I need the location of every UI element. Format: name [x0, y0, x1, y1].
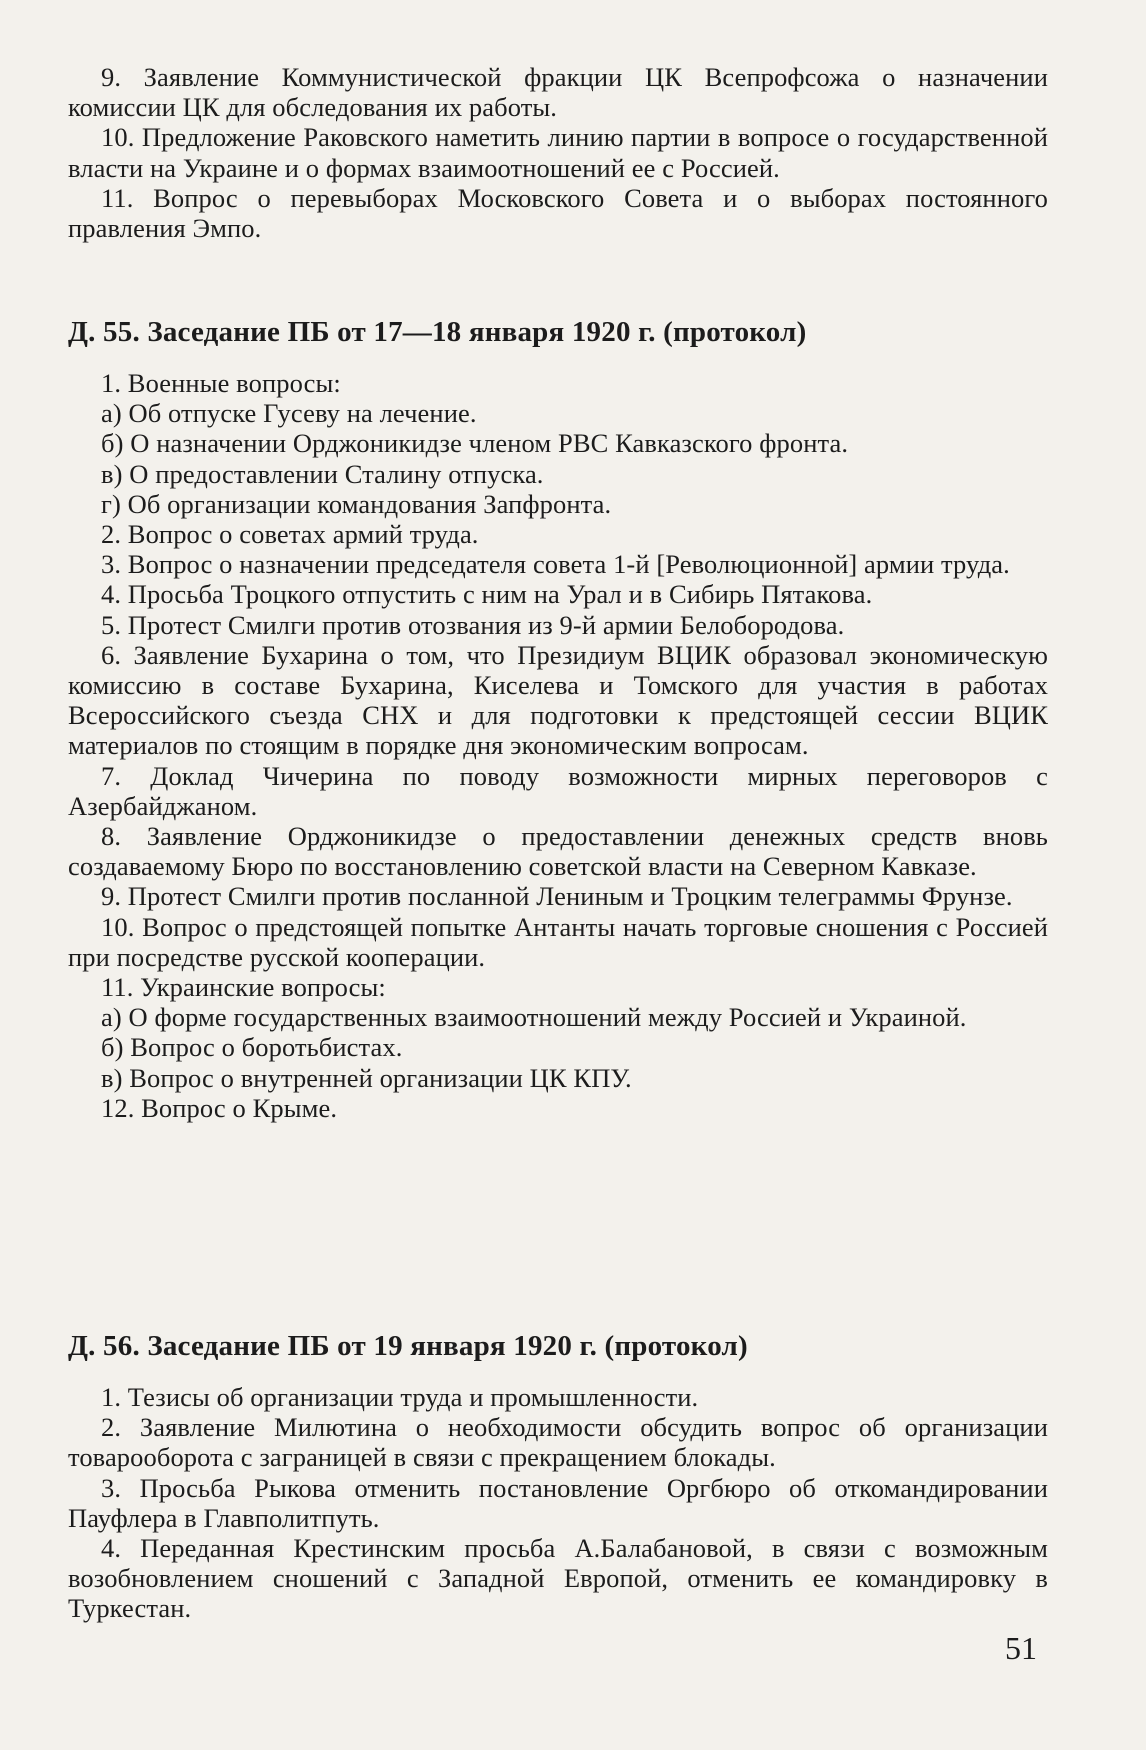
list-item: 8. Заявление Орджоникидзе о предоставлении денежных средств вновь создаваемому Бюро по восстановлению советской власти на Северном Кавказе.	[68, 821, 1048, 882]
list-item: 10. Предложение Раковского наметить линию партии в вопросе о государственной власти на Украине и о формах взаимоотношений ее с Россией.	[68, 122, 1048, 183]
list-item: 4. Просьба Троцкого отпустить с ним на Урал и в Сибирь Пятакова.	[101, 579, 873, 610]
section-56-heading: Д. 56. Заседание ПБ от 19 января 1920 г. (протокол)	[68, 1330, 748, 1362]
list-item: 3. Просьба Рыкова отменить постановление Оргбюро об откомандировании Пауфлера в Главполитпуть.	[68, 1472, 1048, 1533]
top-items-list	[68, 62, 1048, 243]
list-item: а) О форме государственных взаимоотношений между Россией и Украиной.	[101, 1002, 967, 1033]
list-item: 7. Доклад Чичерина по поводу возможности мирных переговоров с Азербайджаном.	[68, 760, 1048, 821]
list-item: 10. Вопрос о предстоящей попытке Антанты начать торговые сношения с Россией при посредстве русской кооперации.	[68, 911, 1048, 972]
list-item: а) Об отпуске Гусеву на лечение.	[101, 398, 477, 429]
list-item: 11. Вопрос о перевыборах Московского Совета и о выборах постоянного правления Эмпо.	[68, 182, 1048, 244]
list-item: 1. Военные вопросы:	[101, 368, 341, 398]
list-item: б) Вопрос о боротьбистах.	[101, 1032, 403, 1063]
list-item: 1. Тезисы об организации труда и промышленности.	[101, 1382, 699, 1412]
section-55-items	[68, 368, 1048, 1123]
list-item: 2. Заявление Милютина о необходимости обсудить вопрос об организации товарооборота с заграницей в связи с прекращением блокады.	[68, 1412, 1048, 1473]
list-item: 4. Переданная Крестинским просьба А.Балабановой, в связи с возможным возобновлением сношений с Западной Европой, отменить ее командировку в Туркестан.	[68, 1533, 1048, 1624]
list-item: 11. Украинские вопросы:	[101, 972, 386, 1003]
list-item: 6. Заявление Бухарина о том, что Президиум ВЦИК образовал экономическую комиссию в составе Бухарина, Киселева и Томского для участия в работах Всероссийского съезда СНХ и для подготовки к предстоящей сессии ВЦИК материалов по стоящим в порядке дня экономическим вопросам.	[68, 639, 1048, 761]
list-item: 2. Вопрос о советах армий труда.	[101, 519, 479, 550]
list-item: 3. Вопрос о назначении председателя совета 1-й [Революционной] армии труда.	[101, 549, 1010, 580]
list-item: в) Вопрос о внутренней организации ЦК КПУ.	[101, 1062, 632, 1093]
section-56-items	[68, 1382, 1048, 1624]
list-item: в) О предоставлении Сталину отпуска.	[101, 458, 544, 489]
list-item: 5. Протест Смилги против отозвания из 9-й армии Белобородова.	[101, 609, 845, 640]
list-item: б) О назначении Орджоникидзе членом РВС Кавказского фронта.	[101, 428, 849, 459]
section-55-heading: Д. 55. Заседание ПБ от 17—18 января 1920 г. (протокол)	[68, 316, 807, 348]
list-item: 12. Вопрос о Крыме.	[101, 1092, 338, 1123]
list-item: 9. Заявление Коммунистической фракции ЦК Всепрофсожа о назначении комиссии ЦК для обследования их работы.	[68, 62, 1048, 123]
list-item: 9. Протест Смилги против посланной Лениным и Троцким телеграммы Фрунзе.	[101, 881, 1013, 912]
list-item: г) Об организации командования Запфронта.	[101, 488, 612, 519]
page-number: 51	[1005, 1630, 1037, 1666]
